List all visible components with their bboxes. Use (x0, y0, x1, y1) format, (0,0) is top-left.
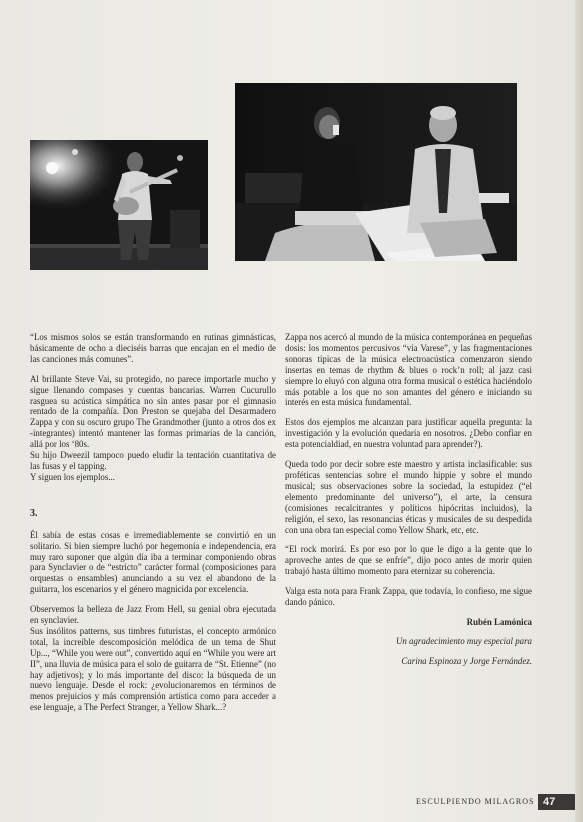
paragraph: Estos dos ejemplos me alcanzan para justificar aquella pregunta: la investigación y la evolución quedaría en nosotros. ¿Debo confiar en esta potencialdiad, en nuestra voluntad para aprender?). (285, 417, 532, 450)
paragraph: Valga esta nota para Frank Zappa, que todavía, lo confieso, me sigue dando pánico. (285, 586, 532, 608)
page-edge (575, 0, 583, 822)
photo-guitarist-on-stage (30, 140, 208, 270)
acknowledgement-line: Carina Espinoza y Jorge Fernández. (401, 655, 532, 666)
right-column (285, 332, 532, 676)
page-number: 47 (538, 794, 583, 810)
paragraph: “El rock morirá. Es por eso por lo que le digo a la gente que lo aproveche antes de que se enfríe”, dijo poco antes de morir quien trabajó hasta último momento para eternizar su coherencia. (285, 544, 532, 577)
paragraph: Y siguen los ejemplos... (30, 471, 115, 482)
paragraph: Sus insólitos patterns, sus timbres futuristas, el concepto armónico total, la increíble descomposición melódica de un tema de Shut Up..., “While you were out”, convertido aquí en “While you were art II”, una lluvia de música para el solo de guitarra de “St. Etienne” (no hay adjetivos); y lo más importante del disco: la búsqueda de un nuevo lenguaje. Desde el rock: ¿evolucionaremos en términos de menos prejuicios y más comprensión artística como para acceder a ese lenguaje, a The Perfect Stranger, a Yellow Shark...? (30, 625, 276, 713)
paragraph: Al brillante Steve Vai, su protegido, no parece importarle mucho y sigue llenando compases y cuentas bancarias. Warren Cucurullo rasguea su acústica simpática no sin antes pasar por el gimnasio rentado de la compañía. Don Preston se quejaba del Desarmadero Zappa y con su oscuro grupo The Grandmother (junto a otros dos ex -integrantes) intentó mantener las formas primarias de la canción, allá por los ‘80s. (30, 373, 276, 450)
paragraph: Su hijo Dweezil tampoco puedo eludir la tentación cuantitativa de las fusas y el tapping. (30, 450, 276, 471)
author-signature: Rubén Lamónica (466, 616, 532, 627)
paragraph: Queda todo por decir sobre este maestro y artista inclasificable: sus proféticas sentencias sobre el mundo hippie y sobre el mundo musical; sus observaciones sobre la sociedad, la estupidez (“el elemento predominante del universo”), el arte, la censura (comisiones recalcitrantes y políticos hipócritas incluidos), la religión, el sexo, las resonancias éticas y musicales de su despedida con una obra tan especial como Yellow Shark, etc, etc. (285, 459, 532, 535)
paragraph: Observemos la belleza de Jazz From Hell, su genial obra ejecutada en synclavier. (30, 604, 276, 626)
page-footer (392, 794, 583, 810)
photo-two-seated-men (235, 83, 517, 261)
paragraph: “Los mismos solos se están transformando en rutinas gimnásticas, básicamente de ocho a dieciséis barras que encajan en el medio de las canciones más comunes”. (30, 332, 276, 364)
paragraph: Zappa nos acercó al mundo de la música contemporánea en pequeñas dosis: los momentos percusivos “vía Varese”, y las fragmentaciones sonoras típicas de la música electroacústica comenzaron siendo insertas en temas de rhythm & blues o rock’n roll; al jazz casi siempre lo eluyó con alguna otra forma musical o estética haciéndolo más potable a los que no son amantes del género e iniciando su interés en esta música fundamental. (285, 332, 532, 408)
paragraph: Él sabía de estas cosas e irremediablemente se convirtió en un solitario. Si bien siempre luchó por hegemonía e independencia, era muy raro suponer que algún día iba a terminar componiendo obras para Synclavier o de “estricto” carácter formal (composiciones para orquestas o ensambles) anunciando a su vez el abandono de la guitarra, los escenarios y el género magnicida por excelencia. (30, 529, 276, 595)
left-column (30, 332, 276, 713)
magazine-name: ESCULPIENDO MILAGROS (416, 797, 535, 806)
section-number: 3. (30, 507, 38, 519)
acknowledgement-line: Un agradecimiento muy especial para (395, 635, 532, 646)
